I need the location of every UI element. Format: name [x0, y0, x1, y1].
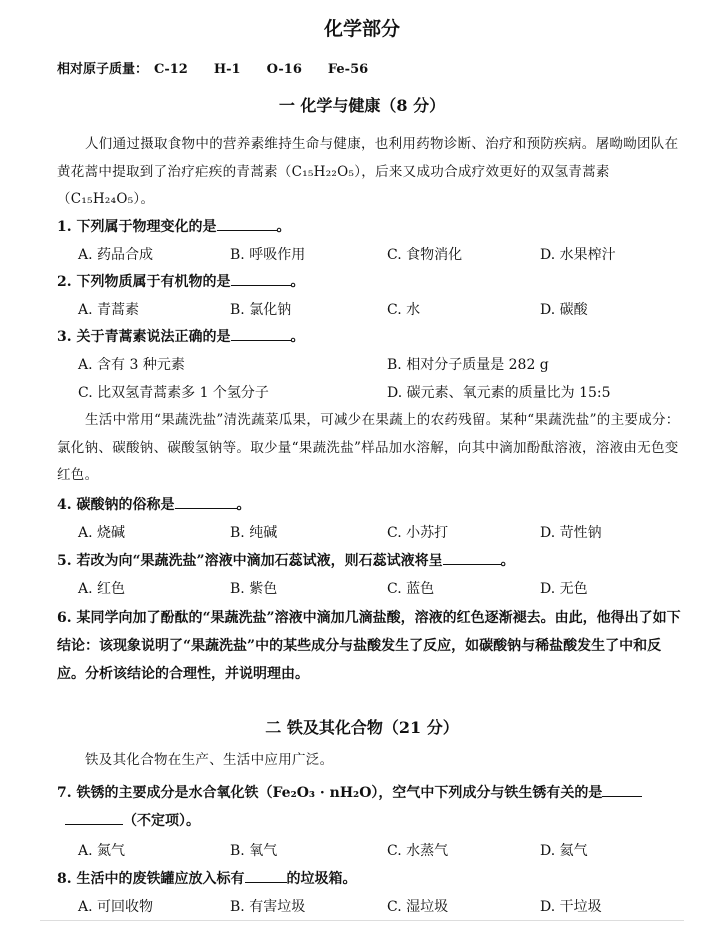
q1-option-d: D. 水果榨汁: [540, 247, 616, 263]
q8-end: 的垃圾箱。: [286, 871, 357, 887]
q4-end: 。: [236, 497, 251, 513]
q7-option-c: C. 水蒸气: [387, 843, 449, 859]
q4-option-b: B. 纯碱: [230, 525, 278, 541]
q7-answer-blank-2[interactable]: [65, 823, 123, 825]
q3-option-d: D. 碳元素、氧元素的质量比为 15:5: [387, 385, 611, 401]
q8-option-a: A. 可回收物: [78, 899, 154, 915]
atomic-masses: [57, 58, 394, 77]
question-8: [57, 868, 357, 888]
q5-end: 。: [500, 553, 515, 569]
q7-option-b: B. 氧气: [230, 843, 278, 859]
q3-option-b: B. 相对分子质量是 282 g: [387, 357, 549, 373]
q7-tail: （不定项）。: [123, 813, 200, 829]
q7-option-a: A. 氮气: [78, 843, 126, 859]
q3-option-a: A. 含有 3 种元素: [78, 357, 185, 373]
q2-option-a: A. 青蒿素: [78, 302, 140, 318]
question-1: [57, 216, 291, 236]
mass-fe: Fe-56: [327, 62, 369, 77]
q5-option-a: A. 红色: [78, 581, 126, 597]
q3-stem: 3. 关于青蒿素说法正确的是: [57, 329, 231, 345]
section1-intro: [57, 131, 681, 214]
q5-stem: 5. 若改为向“果蔬洗盐”溶液中滴加石蕊试液，则石蕊试液将呈: [57, 553, 443, 569]
q5-option-b: B. 紫色: [230, 581, 278, 597]
section2-intro-text: 铁及其化合物在生产、生活中应用广泛。: [85, 752, 334, 768]
q4-answer-blank[interactable]: [175, 507, 237, 509]
question-3: [57, 326, 305, 346]
section1-intro2-text: 生活中常用“果蔬洗盐”清洗蔬菜瓜果，可减少在果蔬上的农药残留。某种“果蔬洗盐”的主要成分：氯化钠、碳酸钠、碳酸氢钠等。取少量“果蔬洗盐”样品加水溶解，向其中滴加酚酞溶液，溶液由无色变红色。: [57, 412, 680, 483]
q8-option-b: B. 有害垃圾: [230, 899, 306, 915]
mass-o: O-16: [266, 62, 302, 77]
q3-answer-blank[interactable]: [231, 339, 291, 341]
q4-option-d: D. 苛性钠: [540, 525, 602, 541]
q1-end: 。: [276, 219, 291, 235]
q3-end: 。: [290, 329, 305, 345]
q1-option-c: C. 食物消化: [387, 247, 463, 263]
question-2: [57, 271, 305, 291]
q7-stem: 7. 铁锈的主要成分是水合氧化铁（Fe₂O₃ · nH₂O），空气中下列成分与铁生锈有关的是: [57, 785, 603, 801]
q1-answer-blank[interactable]: [217, 229, 277, 231]
q1-option-a: A. 药品合成: [78, 247, 154, 263]
question-7: [57, 779, 682, 835]
q2-option-b: B. 氯化钠: [230, 302, 292, 318]
q8-option-c: C. 湿垃圾: [387, 899, 449, 915]
section2-intro: [57, 747, 681, 775]
q8-stem: 8. 生活中的废铁罐应放入标有: [57, 871, 245, 887]
q2-stem: 2. 下列物质属于有机物的是: [57, 274, 231, 290]
question-5: [57, 550, 515, 570]
q2-answer-blank[interactable]: [231, 284, 291, 286]
q5-answer-blank[interactable]: [443, 563, 501, 565]
atomic-masses-label: 相对原子质量：: [57, 62, 149, 77]
q2-end: 。: [290, 274, 305, 290]
question-6: 6. 某同学向加了酚酞的“果蔬洗盐”溶液中滴加几滴盐酸，溶液的红色逐渐褪去。由此，他得出了如下结论：该现象说明了“果蔬洗盐”中的某些成分与盐酸发生了反应，如碳酸钠与稀盐酸发生了中和反应。分析该结论的合理性，并说明理由。: [57, 610, 681, 682]
page-bottom-rule: [40, 920, 684, 921]
q2-option-d: D. 碳酸: [540, 302, 588, 318]
q7-answer-blank-1[interactable]: [602, 795, 642, 797]
q4-option-a: A. 烧碱: [78, 525, 126, 541]
section1-intro-text: 人们通过摄取食物中的营养素维持生命与健康，也利用药物诊断、治疗和预防疾病。屠呦呦团队在黄花蒿中提取到了治疗疟疾的青蒿素（C₁₅H₂₂O₅），后来又成功合成疗效更好的双氢青蒿素（C₁₅H₂₄O₅）。: [57, 136, 679, 207]
q3-option-c: C. 比双氢青蒿素多 1 个氢分子: [78, 385, 269, 401]
section1-heading: 一 化学与健康（8 分）: [278, 96, 446, 115]
q1-stem: 1. 下列属于物理变化的是: [57, 219, 217, 235]
q8-answer-blank[interactable]: [245, 881, 287, 883]
section1-intro2: [57, 407, 681, 490]
q2-option-c: C. 水: [387, 302, 421, 318]
q5-option-c: C. 蓝色: [387, 581, 435, 597]
q5-option-d: D. 无色: [540, 581, 588, 597]
mass-h: H-1: [213, 62, 241, 77]
q7-option-d: D. 氦气: [540, 843, 588, 859]
section2-heading: 二 铁及其化合物（21 分）: [265, 718, 459, 737]
q8-option-d: D. 干垃圾: [540, 899, 602, 915]
page-title: 化学部分: [323, 18, 400, 40]
question-4: [57, 494, 251, 514]
q1-option-b: B. 呼吸作用: [230, 247, 306, 263]
mass-c: C-12: [154, 62, 188, 77]
q4-option-c: C. 小苏打: [387, 525, 449, 541]
q4-stem: 4. 碳酸钠的俗称是: [57, 497, 175, 513]
